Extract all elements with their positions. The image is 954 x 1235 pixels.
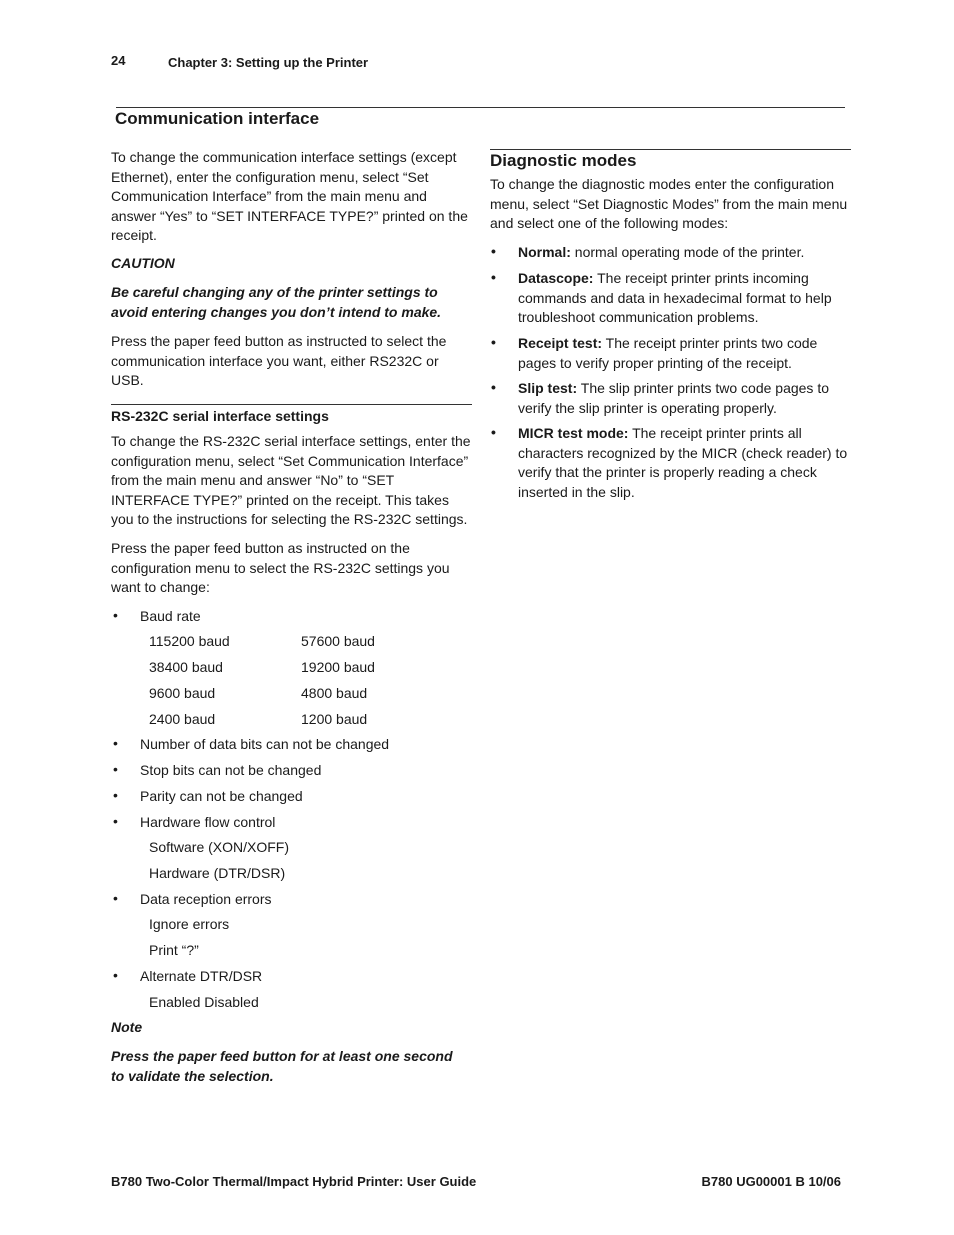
mode-slip-test bbox=[518, 379, 848, 418]
rs232-paragraph-1: To change the RS-232C serial interface settings, enter the configuration menu, select “Set Communication Interface” from the main menu and answer “No” to “SET INTERFACE TYPE?” printed on the receipt. This takes you to the instructions for selecting the RS-232C settings. bbox=[111, 433, 471, 528]
mode-desc: The slip printer prints two code pages to verify the slip printer is operating properly. bbox=[518, 380, 830, 416]
mode-desc: The receipt printer prints all characters recognized by the MICR (check reader) to verify that the printer is properly reading a check inserted in the slip. bbox=[518, 425, 848, 500]
diagnostic-intro: To change the diagnostic modes enter the configuration menu, select “Set Diagnostic Modes” from the main menu and select one of the following modes: bbox=[490, 176, 848, 232]
bullet-stop-bits: • bbox=[113, 761, 118, 777]
baud-option: 57600 baud bbox=[301, 633, 375, 649]
mode-term: Slip test: bbox=[518, 380, 578, 396]
flow-option: Hardware (DTR/DSR) bbox=[149, 865, 286, 881]
diagnostic-modes-heading: Diagnostic modes bbox=[490, 151, 637, 170]
mode-normal bbox=[518, 243, 848, 263]
rs232-heading: RS-232C serial interface settings bbox=[111, 408, 329, 424]
bullet-flow: • bbox=[113, 813, 118, 829]
bullet-micr-test: • bbox=[491, 424, 496, 440]
bullet-datascope: • bbox=[491, 269, 496, 285]
baud-option: 4800 baud bbox=[301, 685, 368, 701]
mode-term: Datascope: bbox=[518, 270, 594, 286]
baud-option: 19200 baud bbox=[301, 659, 375, 675]
comm-paragraph-2: Press the paper feed button as instructed to select the communication interface you want, either RS232C or USB. bbox=[111, 333, 447, 389]
errors-option: Ignore errors bbox=[149, 916, 230, 932]
caution-text: Be careful changing any of the printer settings to avoid entering changes you don’t intend to make. bbox=[111, 284, 442, 320]
comm-paragraph-1: To change the communication interface settings (except Ethernet), enter the configuration menu, select “Set Communication Interface” from the main menu and answer “Yes” to “SET INTERFACE TYPE?” printed on the receipt. bbox=[111, 149, 468, 244]
dtr-options: Enabled Disabled bbox=[149, 994, 259, 1010]
header-divider bbox=[116, 107, 845, 108]
parity-item: Parity can not be changed bbox=[140, 788, 303, 804]
diagnostic-divider bbox=[490, 149, 851, 150]
bullet-data-bits: • bbox=[113, 735, 118, 751]
rs232-divider bbox=[111, 404, 472, 405]
mode-desc: The receipt printer prints incoming commands and data in hexadecimal format to help troubleshoot communication problems. bbox=[518, 270, 832, 326]
mode-term: Receipt test: bbox=[518, 335, 603, 351]
bullet-receipt-test: • bbox=[491, 334, 496, 350]
bullet-slip-test: • bbox=[491, 379, 496, 395]
data-bits-item: Number of data bits can not be changed bbox=[140, 736, 390, 752]
baud-option: 1200 baud bbox=[301, 711, 368, 727]
footer-document-code: B780 UG00001 B 10/06 bbox=[701, 1174, 841, 1189]
bullet-errors: • bbox=[113, 890, 118, 906]
baud-option: 9600 baud bbox=[149, 685, 216, 701]
bullet-normal: • bbox=[491, 243, 496, 259]
baud-rate-label: Baud rate bbox=[140, 608, 201, 624]
flow-control-label: Hardware flow control bbox=[140, 814, 276, 830]
mode-micr-test bbox=[518, 424, 848, 502]
chapter-title: Chapter 3: Setting up the Printer bbox=[168, 55, 369, 70]
bullet-dtr: • bbox=[113, 967, 118, 983]
note-text: Press the paper feed button for at least one second to validate the selection. bbox=[111, 1048, 453, 1084]
baud-option: 38400 baud bbox=[149, 659, 223, 675]
mode-term: Normal: bbox=[518, 244, 571, 260]
caution-label: CAUTION bbox=[111, 255, 175, 271]
bullet-baud: • bbox=[113, 607, 118, 623]
errors-option: Print “?” bbox=[149, 942, 199, 958]
stop-bits-item: Stop bits can not be changed bbox=[140, 762, 322, 778]
mode-receipt-test bbox=[518, 334, 848, 373]
note-label: Note bbox=[111, 1019, 143, 1035]
mode-desc: The receipt printer prints two code pages to verify proper printing of the receipt. bbox=[518, 335, 818, 371]
bullet-parity: • bbox=[113, 787, 118, 803]
mode-term: MICR test mode: bbox=[518, 425, 629, 441]
communication-interface-heading: Communication interface bbox=[115, 109, 320, 128]
footer-document-title: B780 Two-Color Thermal/Impact Hybrid Printer: User Guide bbox=[111, 1174, 477, 1189]
mode-datascope bbox=[518, 269, 848, 328]
mode-desc: normal operating mode of the printer. bbox=[570, 244, 805, 260]
baud-option: 2400 baud bbox=[149, 711, 216, 727]
flow-option: Software (XON/XOFF) bbox=[149, 839, 290, 855]
page-number: 24 bbox=[111, 53, 126, 68]
baud-option: 115200 baud bbox=[149, 633, 230, 649]
dtr-dsr-label: Alternate DTR/DSR bbox=[140, 968, 263, 984]
reception-errors-label: Data reception errors bbox=[140, 891, 272, 907]
rs232-paragraph-2: Press the paper feed button as instructed on the configuration menu to select the RS-232C settings you want to change: bbox=[111, 540, 450, 596]
